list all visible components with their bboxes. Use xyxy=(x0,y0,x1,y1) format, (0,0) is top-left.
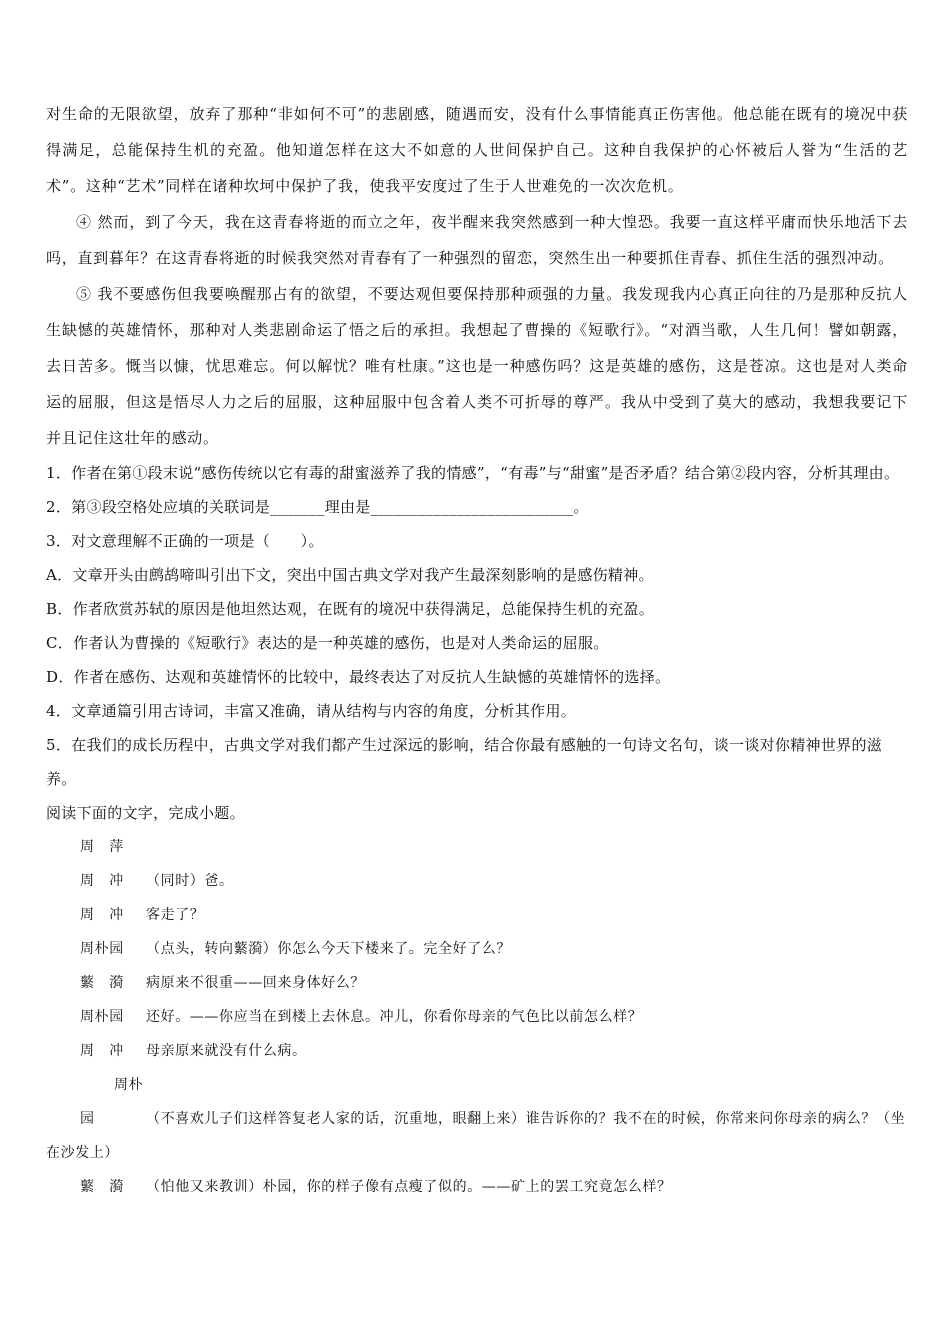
speaker: 蘩 漪 xyxy=(80,975,124,991)
dialogue-line xyxy=(46,1034,908,1068)
essay-paragraph-3-continued: 对生命的无限欲望，放弃了那种“非如何不可”的悲剧感，随遇而安，没有什么事情能真正伤害他。他总能在既有的境况中获得满足，总能保持生机的充盈。他知道怎样在这大不如意的人世间保护自己。这种自我保护的心怀被后人誉为“生活的艺术”。这种“艺术”同样在诸种坎坷中保护了我，使我平安度过了生于人世难免的一次次危机。 xyxy=(46,105,908,195)
essay-paragraph-4: ④ 然而，到了今天，我在这青春将逝的而立之年，夜半醒来我突然感到一种大惶恐。我要一直这样平庸而快乐地活下去吗，直到暮年？在这青春将逝的时候我突然对青春有了一种强烈的留恋，突然生出一种要抓住青春、抓住生活的强烈冲动。 xyxy=(46,213,908,267)
line-text: （同时）爸。 xyxy=(146,873,234,889)
line-text: 客走了？ xyxy=(146,907,205,923)
line-text: 母亲原来就没有什么病。 xyxy=(146,1043,307,1059)
speaker: 周 萍 xyxy=(80,839,124,855)
dialogue-line xyxy=(46,1170,908,1204)
question-3: 3．对文意理解不正确的一项是（ ）。 xyxy=(46,532,324,550)
dialogue-line xyxy=(46,966,908,1000)
speaker: 周 冲 xyxy=(80,873,124,889)
option-b: B．作者欣赏苏轼的原因是他坦然达观，在既有的境况中获得满足，总能保持生机的充盈。 xyxy=(46,600,655,618)
dialogue-line xyxy=(46,1068,908,1170)
document-page xyxy=(46,96,908,1204)
reading-instruction: 阅读下面的文字，完成小题。 xyxy=(46,804,245,822)
question-5: 5．在我们的成长历程中，古典文学对我们都产生过深远的影响，结合你最有感触的一句诗文名句，谈一谈对你精神世界的滋养。 xyxy=(46,736,883,788)
line-text: （点头，转向蘩漪）你怎么今天下楼来了。完全好了么？ xyxy=(146,941,511,957)
line-text: 病原来不很重——回来身体好么？ xyxy=(146,975,365,991)
line-text: 还好。——你应当在到楼上去休息。冲儿，你看你母亲的气色比以前怎么样？ xyxy=(146,1009,643,1025)
dialogue-line xyxy=(46,932,908,966)
dialogue-script xyxy=(46,830,908,1204)
speaker: 周朴园 xyxy=(80,1077,144,1127)
question-2: 2．第③段空格处应填的关联词是_______理由是__________________________。 xyxy=(46,498,589,516)
option-c: C．作者认为曹操的《短歌行》表达的是一种英雄的感伤，也是对人类命运的屈服。 xyxy=(46,634,609,652)
speaker: 周 冲 xyxy=(80,907,124,923)
speaker: 周 冲 xyxy=(80,1043,124,1059)
speaker: 周朴园 xyxy=(80,1009,124,1025)
essay-paragraph-5: ⑤ 我不要感伤但我要唤醒那占有的欲望，不要达观但要保持那种顽强的力量。我发现我内心真正向往的乃是那种反抗人生缺憾的英雄情怀，那种对人类悲剧命运了悟之后的承担。我想起了曹操的《短歌行》。“对酒当歌，人生几何！譬如朝露，去日苦多。慨当以慷，忧思难忘。何以解忧？唯有杜康。”这也是一种感伤吗？这是英雄的感伤，这是苍凉。这也是对人类命运的屈服，但这是悟尽人力之后的屈服，这种屈服中包含着人类不可折辱的尊严。我从中受到了莫大的感动，我想我要记下并且记住这壮年的感动。 xyxy=(46,285,908,447)
question-1: 1．作者在第①段末说“感伤传统以它有毒的甜蜜滋养了我的情感”，“有毒”与“甜蜜”是否矛盾？结合第②段内容，分析其理由。 xyxy=(46,464,900,482)
dialogue-line xyxy=(46,864,908,898)
question-4: 4．文章通篇引用古诗词，丰富又准确，请从结构与内容的角度，分析其作用。 xyxy=(46,702,577,720)
speaker: 蘩 漪 xyxy=(80,1179,124,1195)
dialogue-line xyxy=(46,1000,908,1034)
speaker: 周朴园 xyxy=(80,941,124,957)
line-text: （怕他又来教训）朴园，你的样子像有点瘦了似的。——矿上的罢工究竟怎么样？ xyxy=(146,1179,672,1195)
dialogue-line xyxy=(46,830,908,864)
dialogue-line xyxy=(46,898,908,932)
line-text: （不喜欢儿子们这样答复老人家的话，沉重地，眼翻上来）谁告诉你的？我不在的时候，你常来问你母亲的病么？（坐在沙发上） xyxy=(46,1111,906,1161)
option-d: D．作者在感伤、达观和英雄情怀的比较中，最终表达了对反抗人生缺憾的英雄情怀的选择。 xyxy=(46,668,671,686)
option-a: A．文章开头由鹧鸪啼叫引出下文，突出中国古典文学对我产生最深刻影响的是感伤精神。 xyxy=(46,566,654,584)
